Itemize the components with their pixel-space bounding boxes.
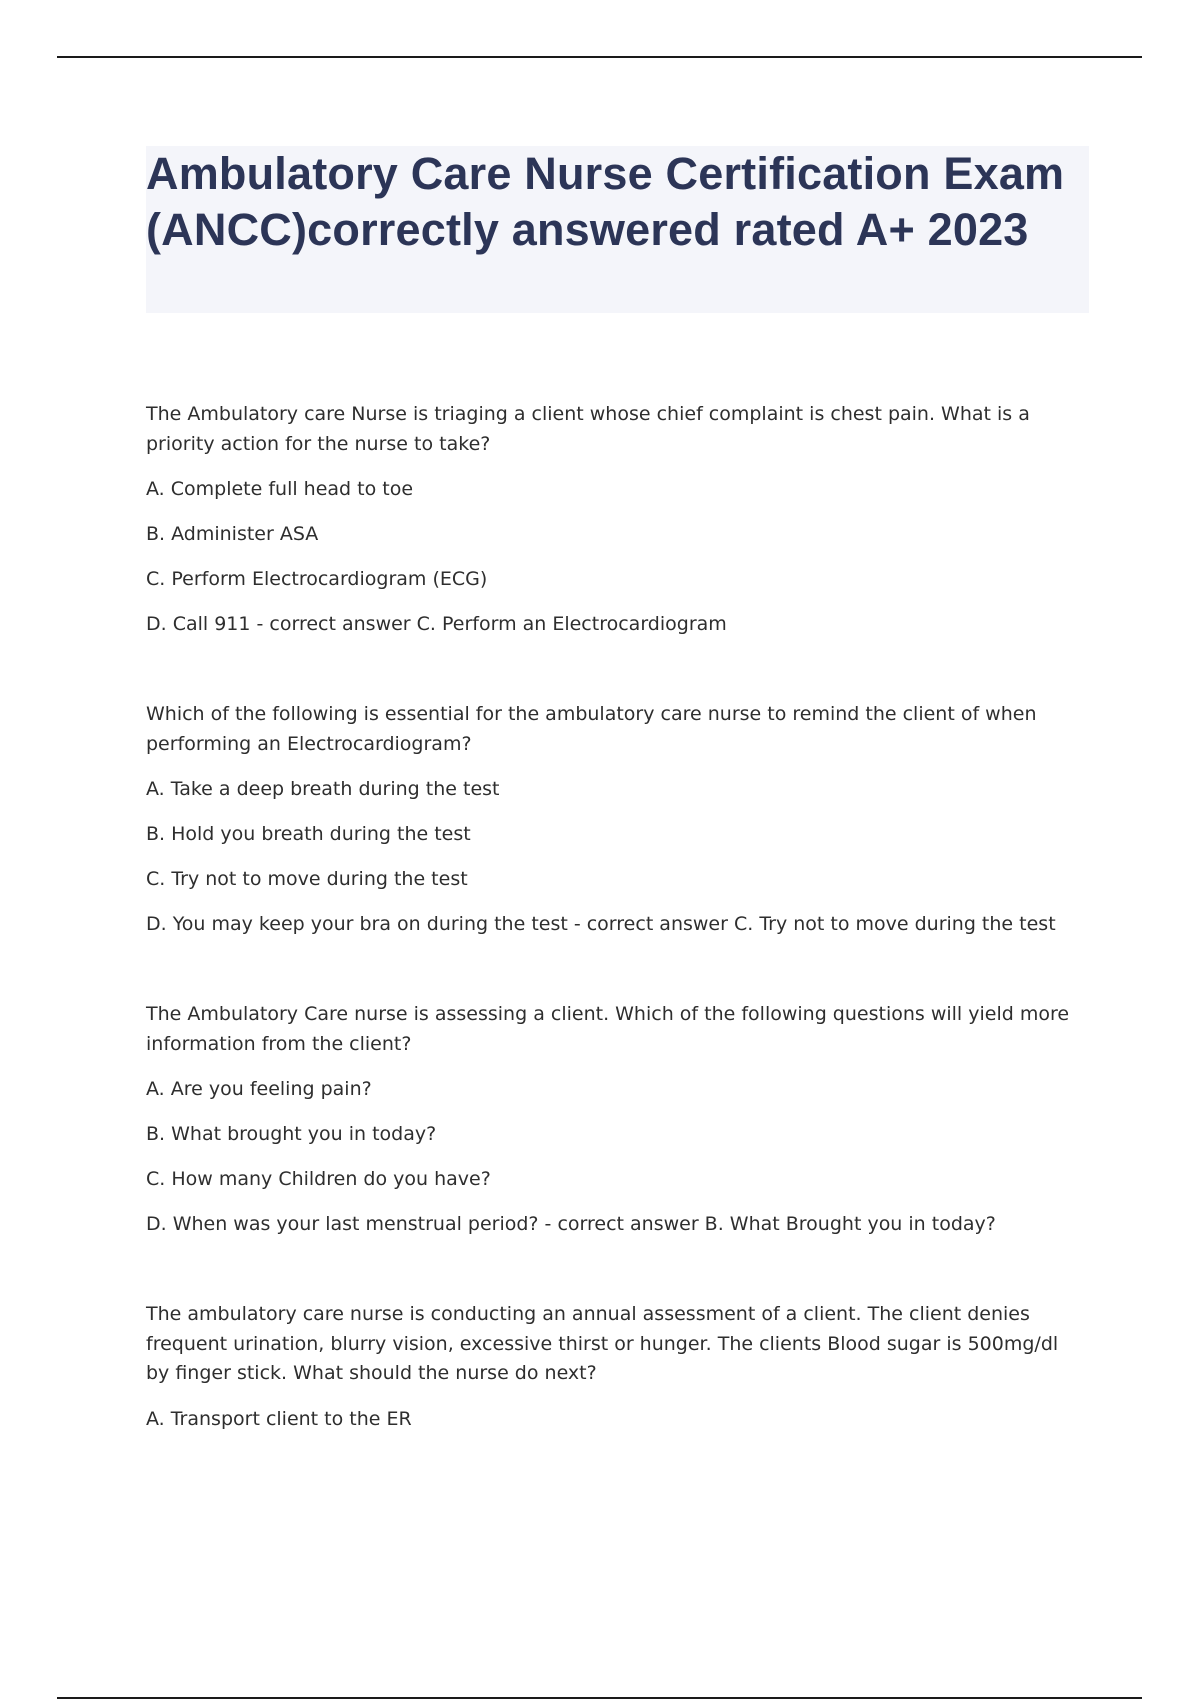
- title-banner: [146, 146, 1089, 313]
- answer-option: A. Are you feeling pain?: [146, 1078, 372, 1100]
- question-text: The ambulatory care nurse is conducting an annual assessment of a client. The client denies frequent urination, blurry vision, excessive thirst or hunger. The clients Blood sugar is 500mg/dl by finger stick. What should the nurse do next?: [146, 1303, 1059, 1384]
- question-text: The Ambulatory Care nurse is assessing a client. Which of the following questions will yield more information from the client?: [146, 1003, 1070, 1055]
- question-block: [146, 400, 1086, 639]
- top-divider: [57, 56, 1142, 58]
- answer-option: D. You may keep your bra on during the test - correct answer C. Try not to move during the test: [146, 913, 1056, 935]
- answer-option: B. Administer ASA: [146, 523, 319, 545]
- answer-option: D. Call 911 - correct answer C. Perform an Electrocardiogram: [146, 613, 727, 635]
- question-text: The Ambulatory care Nurse is triaging a client whose chief complaint is chest pain. What is a priority action for the nurse to take?: [146, 403, 1030, 455]
- question-text: Which of the following is essential for the ambulatory care nurse to remind the client of when performing an Electrocardiogram?: [146, 703, 1037, 755]
- answer-option: D. When was your last menstrual period? - correct answer B. What Brought you in today?: [146, 1213, 996, 1235]
- answer-option: C. Try not to move during the test: [146, 868, 468, 890]
- question-list: [146, 400, 1086, 1495]
- question-block: [146, 1300, 1086, 1434]
- answer-option: B. What brought you in today?: [146, 1123, 437, 1145]
- bottom-divider: [57, 1697, 1142, 1699]
- question-block: [146, 1000, 1086, 1239]
- document-title: Ambulatory Care Nurse Certification Exam (ANCC)correctly answered rated A+ 2023: [146, 148, 1065, 255]
- answer-option: B. Hold you breath during the test: [146, 823, 471, 845]
- answer-option: C. Perform Electrocardiogram (ECG): [146, 568, 488, 590]
- answer-option: C. How many Children do you have?: [146, 1168, 491, 1190]
- question-block: [146, 700, 1086, 939]
- answer-option: A. Transport client to the ER: [146, 1407, 412, 1430]
- answer-option: A. Take a deep breath during the test: [146, 778, 500, 800]
- answer-option: A. Complete full head to toe: [146, 478, 414, 500]
